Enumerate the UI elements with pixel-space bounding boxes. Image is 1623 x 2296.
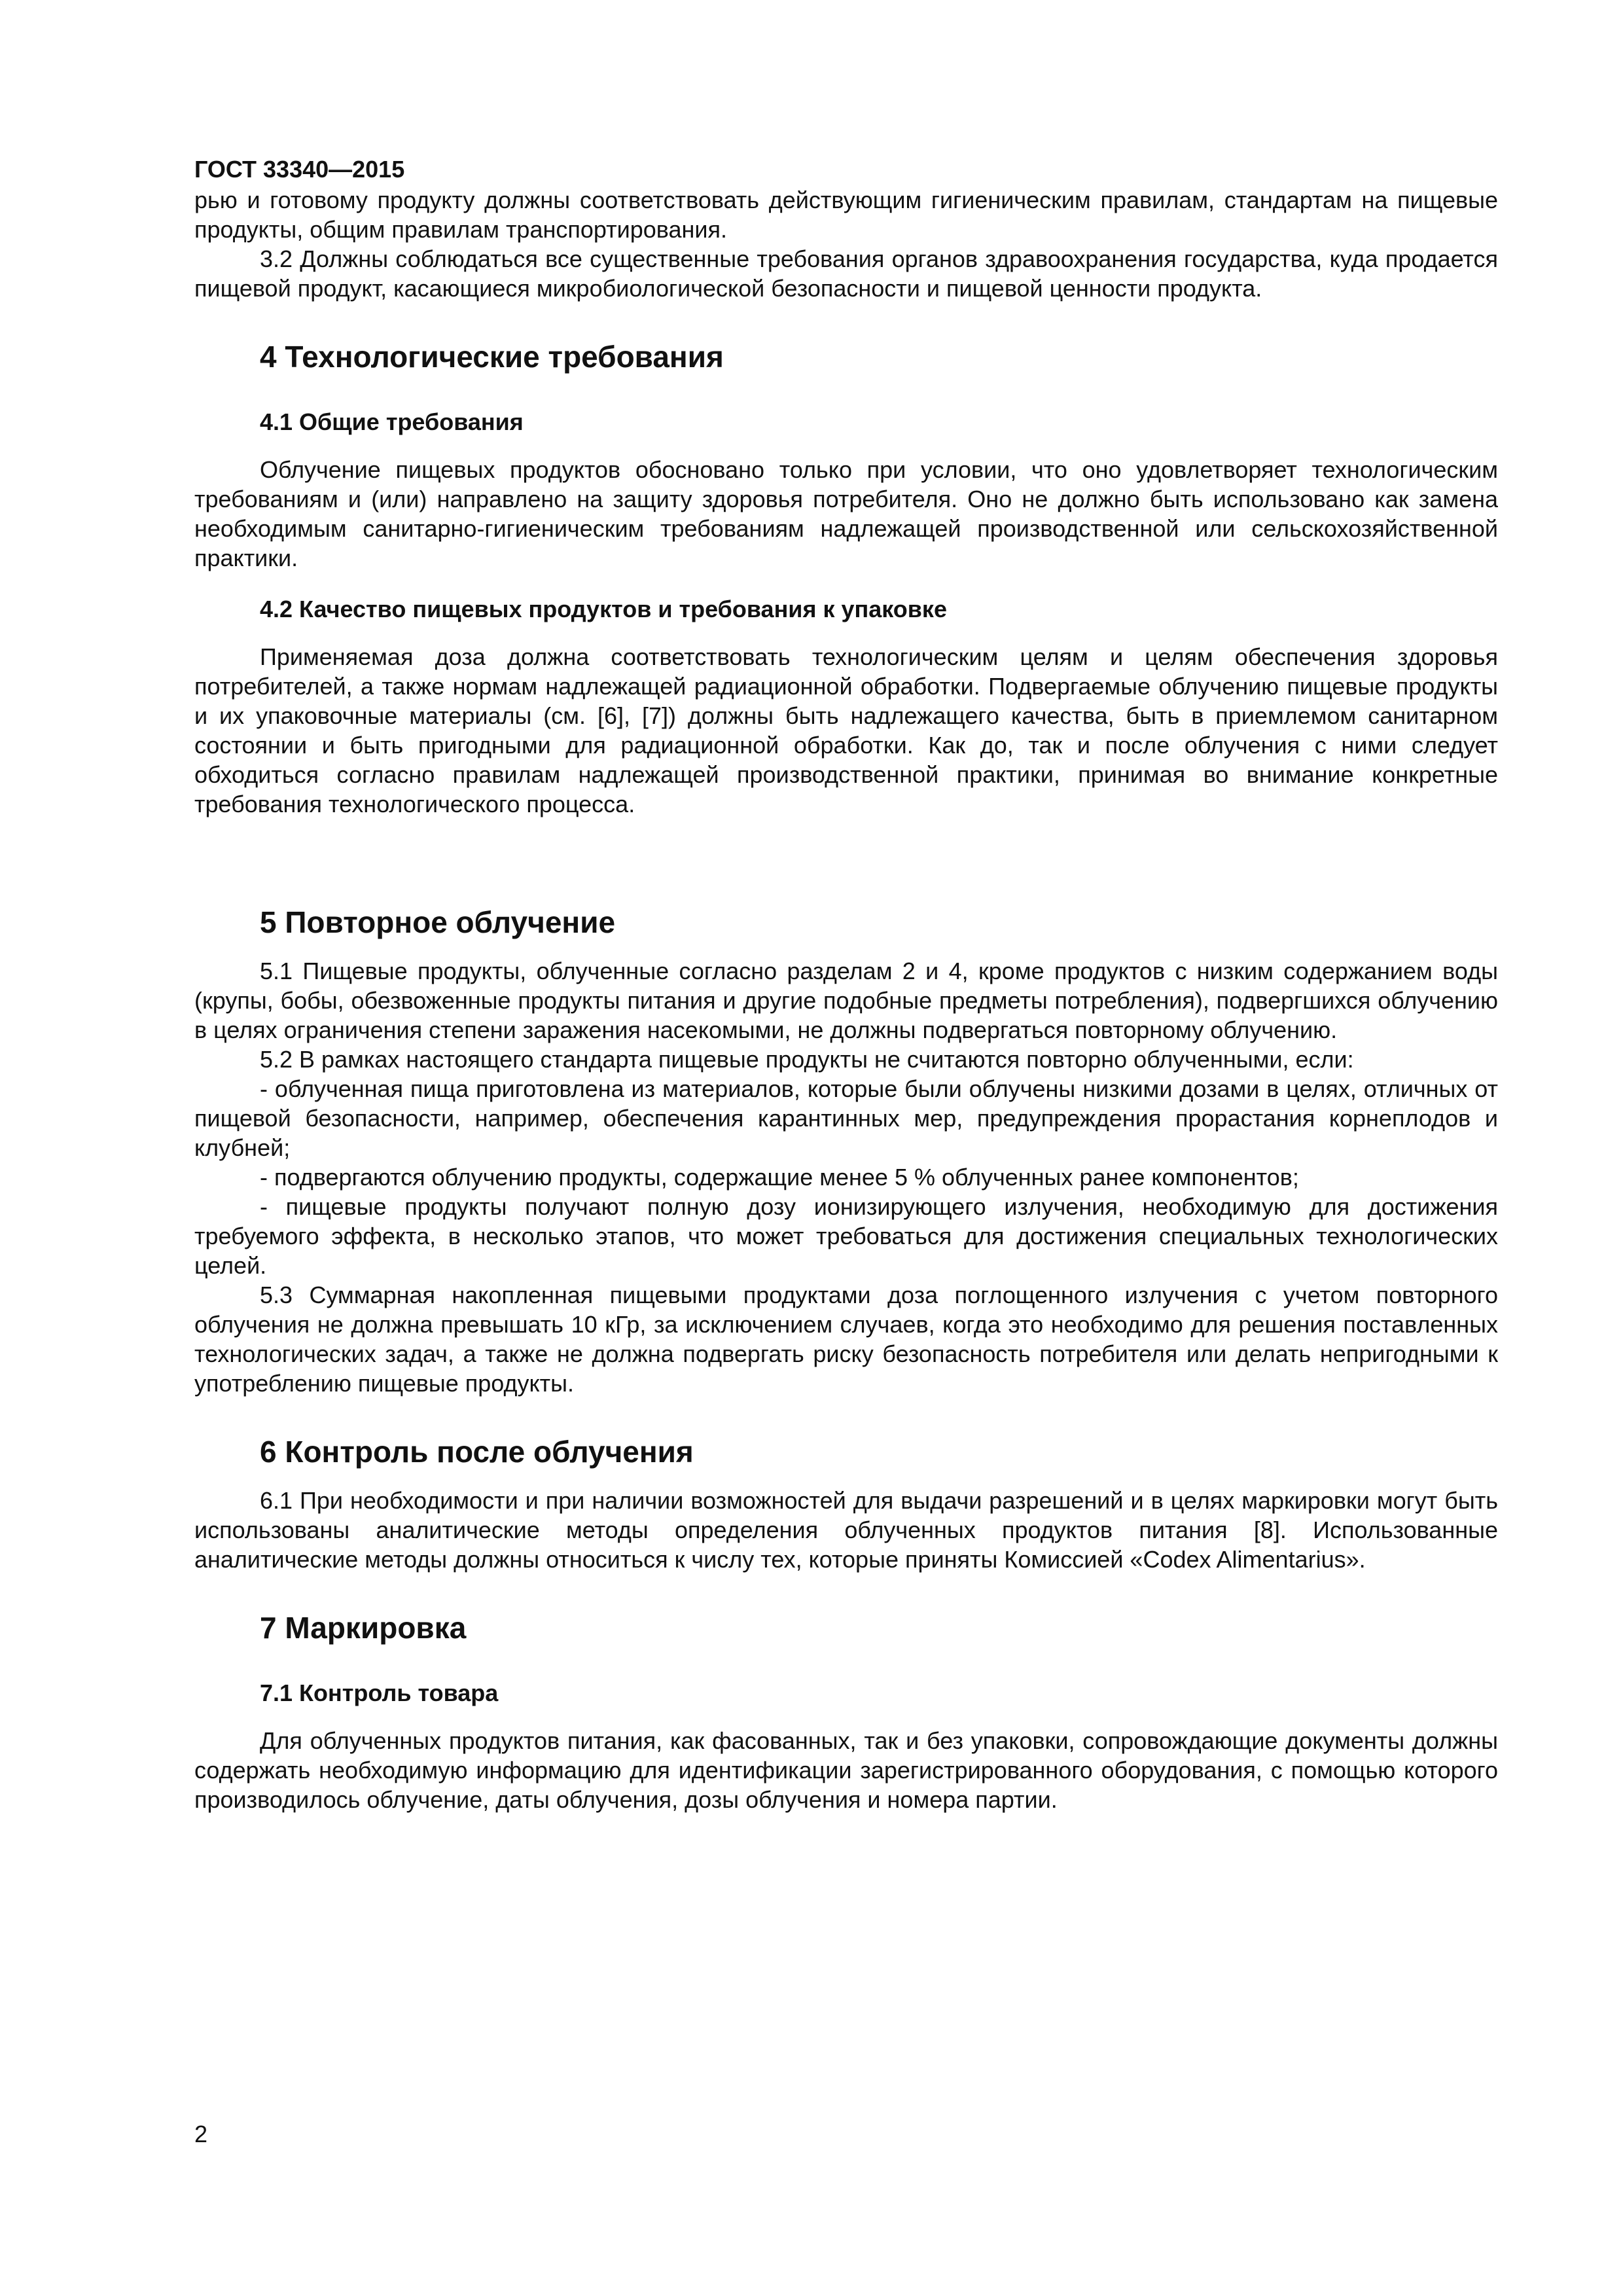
section-5-list-item-2: - подвергаются облучению продукты, содержащие менее 5 % облученных ранее компонентов;	[260, 1164, 1299, 1191]
section-6-heading: 6 Контроль после облучения	[260, 1435, 694, 1469]
document-id: ГОСТ 33340—2015	[194, 156, 405, 183]
subsection-7-1-heading: 7.1 Контроль товара	[260, 1679, 499, 1706]
section-6-paragraph-1: 6.1 При необходимости и при наличии возможностей для выдачи разрешений и в целях маркировки могут быть использованы аналитические методы определения облученных продуктов питания [8]. Использованные аналитические методы должны относиться к числу тех, которые приняты Комиссией «Codex Alimentarius».	[194, 1487, 1498, 1573]
page-number: 2	[194, 2121, 208, 2147]
subsection-4-1-heading: 4.1 Общие требования	[260, 408, 524, 435]
section-4-heading: 4 Технологические требования	[260, 340, 724, 374]
section-5-heading: 5 Повторное облучение	[260, 905, 616, 939]
section-5-list-item-1: - облученная пища приготовлена из материалов, которые были облучены низкими дозами в целях, отличных от пищевой безопасности, например, обеспечения карантинных мер, предупреждения прорастания корнеплодов и клубней;	[194, 1075, 1498, 1161]
subsection-4-2-text: Применяемая доза должна соответствовать технологическим целям и целям обеспечения здоровья потребителей, а также нормам надлежащей радиационной обработки. Подвергаемые облучению пищевые продукты и их упаковочные материалы (см. [6], [7]) должны быть надлежащего качества, быть в приемлемом санитарном состоянии и быть пригодными для радиационной обработки. Как до, так и после облучения с ними следует обходиться согласно правилам надлежащей производственной практики, принимая во внимание конкретные требования технологического процесса.	[194, 643, 1498, 817]
subsection-4-2-heading: 4.2 Качество пищевых продуктов и требования к упаковке	[260, 596, 947, 622]
subsection-4-1-text: Облучение пищевых продуктов обосновано только при условии, что оно удовлетворяет технологическим требованиям и (или) направлено на защиту здоровья потребителя. Оно не должно быть использовано как замена необходимым санитарно-гигиеническим требованиям надлежащей производственной или сельскохозяйственной практики.	[194, 456, 1498, 571]
section-5-paragraph-1: 5.1 Пищевые продукты, облученные согласно разделам 2 и 4, кроме продуктов с низким содержанием воды (крупы, бобы, обезвоженные продукты питания и другие подобные предметы потребления), подвергшихся облучению в целях ограничения степени заражения насекомыми, не должны подвергаться повторному облучению.	[194, 958, 1498, 1043]
subsection-7-1-text: Для облученных продуктов питания, как фасованных, так и без упаковки, сопровождающие документы должны содержать необходимую информацию для идентификации зарегистрированного оборудования, с помощью которого производилось облучение, даты облучения, дозы облучения и номера партии.	[194, 1727, 1498, 1813]
section-5-list-item-3: - пищевые продукты получают полную дозу ионизирующего излучения, необходимую для достижения требуемого эффекта, в несколько этапов, что может требоваться для достижения специальных технологических целей.	[194, 1193, 1498, 1279]
document-page	[194, 154, 1498, 1814]
intro-paragraph-1: рью и готовому продукту должны соответствовать действующим гигиеническим правилам, стандартам на пищевые продукты, общим правилам транспортирования.	[194, 187, 1498, 243]
section-7-heading: 7 Маркировка	[260, 1611, 467, 1645]
intro-paragraph-2: 3.2 Должны соблюдаться все существенные требования органов здравоохранения государства, куда продается пищевой продукт, касающиеся микробиологической безопасности и пищевой ценности продукта.	[194, 245, 1498, 302]
section-5-paragraph-3: 5.3 Суммарная накопленная пищевыми продуктами доза поглощенного излучения с учетом повторного облучения не должна превышать 10 кГр, за исключением случаев, когда это необходимо для решения поставленных технологических задач, а также не должна подвергать риску безопасность потребителя или делать непригодными к употреблению пищевые продукты.	[194, 1282, 1498, 1397]
section-5-paragraph-2: 5.2 В рамках настоящего стандарта пищевые продукты не считаются повторно облученными, если:	[260, 1046, 1354, 1073]
